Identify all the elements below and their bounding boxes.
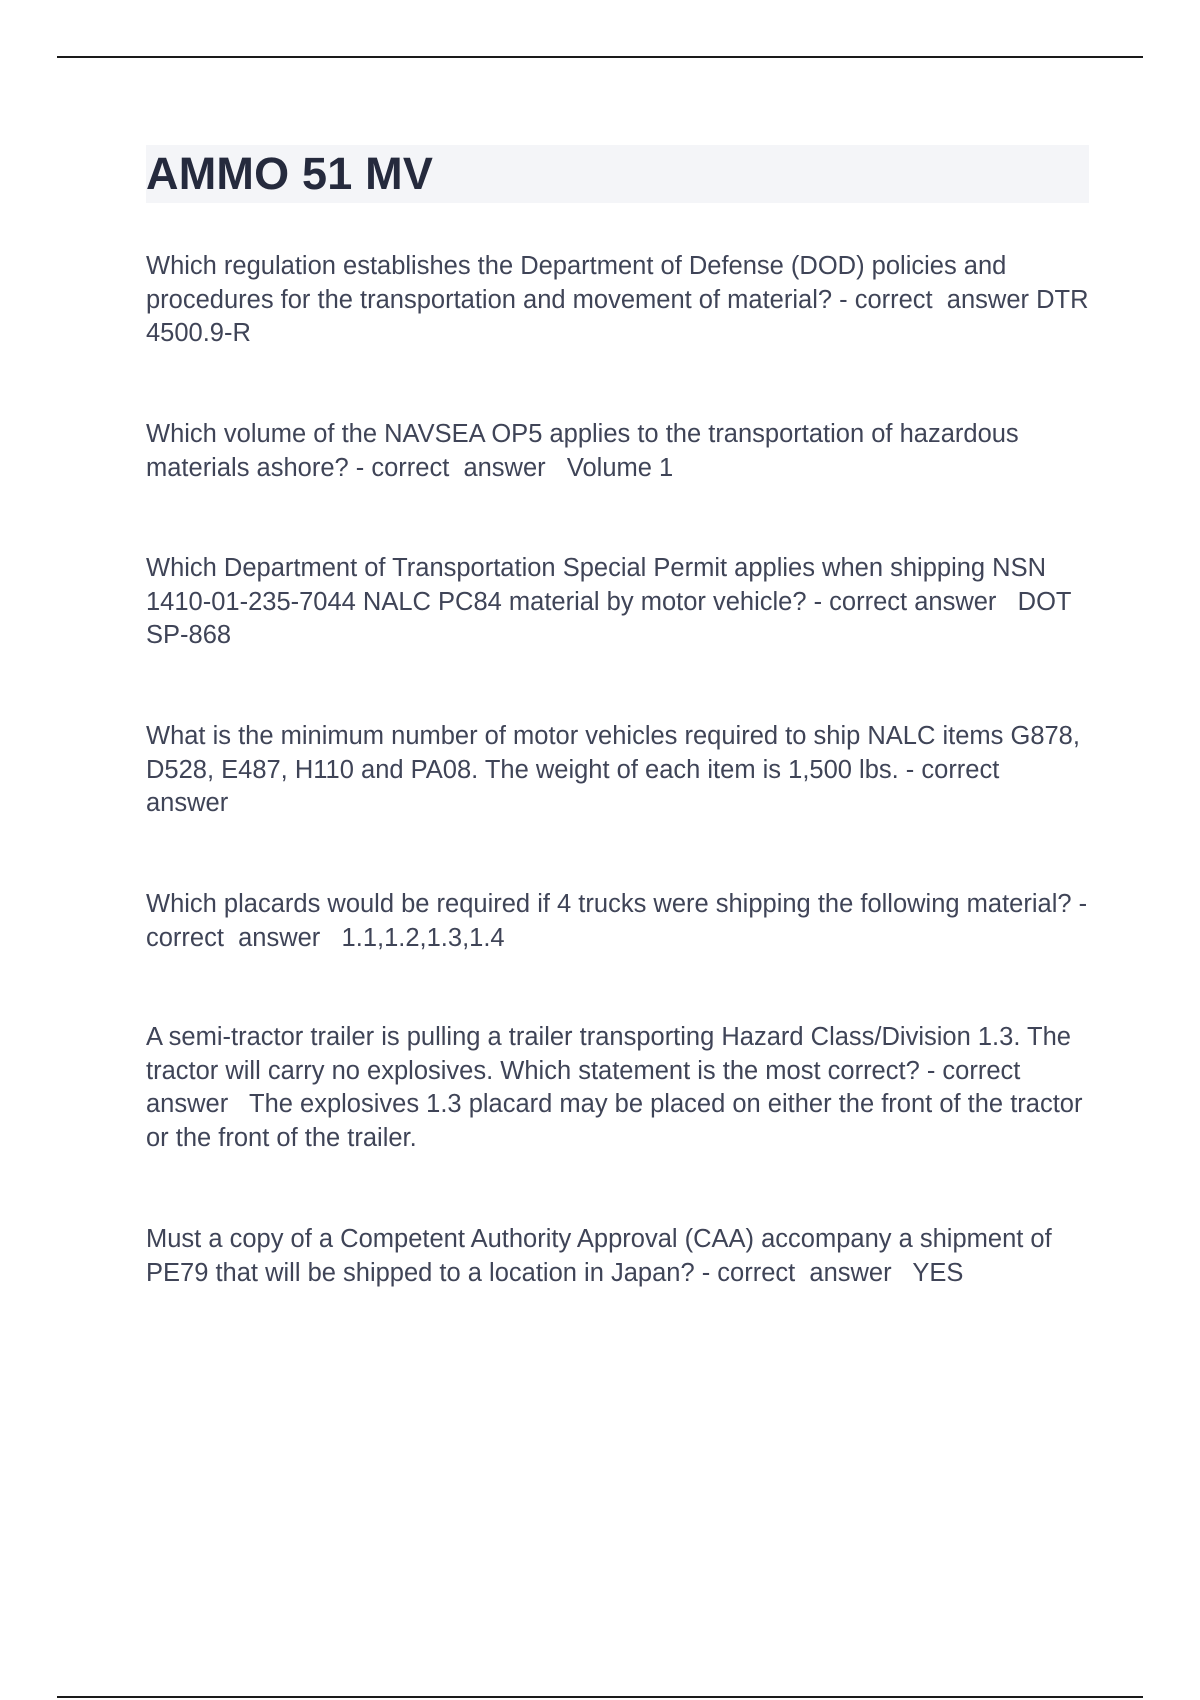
qa-item-5: Which placards would be required if 4 trucks were shipping the following material? - correct answer 1.1,1.2,1.3,1.4 (146, 890, 1095, 952)
footer-rule (57, 1696, 1143, 1698)
header-rule (57, 56, 1143, 58)
qa-item-1: Which regulation establishes the Department of Defense (DOD) policies and procedures for the transportation and movement of material? - correct answer DTR 4500.9-R (146, 252, 1096, 347)
qa-item-6: A semi-tractor trailer is pulling a trailer transporting Hazard Class/Division 1.3. The tractor will carry no explosives. Which statement is the most correct? - correct answer The explosives 1.3 placard may be placed on either the front of the tractor or the front of the trailer. (146, 1023, 1090, 1152)
qa-item-7: Must a copy of a Competent Authority Approval (CAA) accompany a shipment of PE79 that will be shipped to a location in Japan? - correct answer YES (146, 1225, 1059, 1287)
qa-item-4: What is the minimum number of motor vehicles required to ship NALC items G878, D528, E487, H110 and PA08. The weight of each item is 1,500 lbs. - correct answer (146, 722, 1088, 817)
qa-item-2: Which volume of the NAVSEA OP5 applies to the transportation of hazardous materials ashore? - correct answer Volume 1 (146, 420, 1026, 482)
qa-item-3: Which Department of Transportation Special Permit applies when shipping NSN 1410-01-235-7044 NALC PC84 material by motor vehicle? - correct answer DOT SP-868 (146, 554, 1079, 649)
document-title: AMMO 51 MV (146, 148, 434, 199)
title-band (146, 145, 1089, 203)
